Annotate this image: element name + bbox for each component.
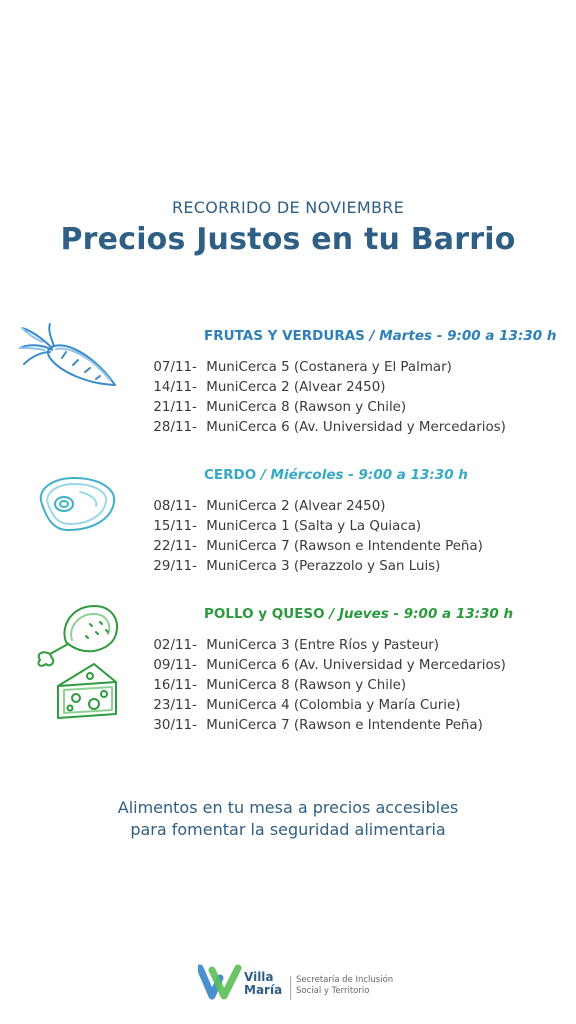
section-category: CERDO bbox=[204, 467, 257, 483]
list-item: 08/11- MuniCerca 2 (Alvear 2450) bbox=[146, 497, 483, 517]
row-place: MuniCerca 3 (Entre Ríos y Pasteur) bbox=[206, 638, 440, 653]
row-date: 14/11 bbox=[153, 380, 192, 395]
section-header-cerdo bbox=[204, 467, 468, 483]
section-schedule: / Miércoles - 9:00 a 13:30 h bbox=[260, 467, 468, 483]
row-place: MuniCerca 8 (Rawson y Chile) bbox=[206, 678, 407, 693]
list-item: 23/11- MuniCerca 4 (Colombia y María Curie) bbox=[146, 696, 506, 716]
row-place: MuniCerca 4 (Colombia y María Curie) bbox=[206, 698, 461, 713]
list-item: 21/11- MuniCerca 8 (Rawson y Chile) bbox=[146, 398, 506, 418]
row-date: 29/11 bbox=[153, 559, 192, 574]
row-date: 22/11 bbox=[153, 539, 192, 554]
section-schedule: / Martes - 9:00 a 13:30 h bbox=[369, 328, 557, 344]
list-item: 29/11- MuniCerca 3 (Perazzolo y San Luis) bbox=[146, 557, 483, 577]
list-item: 09/11- MuniCerca 6 (Av. Universidad y Mercedarios) bbox=[146, 656, 506, 676]
brand-line-2: María bbox=[244, 983, 283, 997]
row-place: MuniCerca 2 (Alvear 2450) bbox=[206, 380, 386, 395]
page-title: Precios Justos en tu Barrio bbox=[60, 222, 516, 257]
section-header-pollo bbox=[204, 606, 513, 622]
row-place: MuniCerca 6 (Av. Universidad y Mercedarios) bbox=[206, 658, 506, 673]
row-place: MuniCerca 3 (Perazzolo y San Luis) bbox=[206, 559, 441, 574]
schedule-list-pollo bbox=[146, 636, 506, 736]
row-date: 02/11 bbox=[153, 638, 192, 653]
row-date: 23/11 bbox=[153, 698, 192, 713]
row-date: 30/11 bbox=[153, 718, 192, 733]
schedule-list-cerdo bbox=[146, 497, 483, 577]
carrot-icon bbox=[18, 322, 120, 394]
section-category: FRUTAS Y VERDURAS bbox=[204, 328, 365, 344]
list-item: 02/11- MuniCerca 3 (Entre Ríos y Pasteur) bbox=[146, 636, 506, 656]
row-place: MuniCerca 7 (Rawson e Intendente Peña) bbox=[206, 539, 483, 554]
row-place: MuniCerca 1 (Salta y La Quiaca) bbox=[206, 519, 422, 534]
footer-divider bbox=[290, 976, 291, 1000]
row-date: 28/11 bbox=[153, 420, 192, 435]
brand-line-1: Villa bbox=[244, 970, 274, 984]
page-subtitle: RECORRIDO DE NOVIEMBRE bbox=[171, 198, 405, 217]
dept-line-1: Secretaría de Inclusión bbox=[296, 975, 394, 985]
list-item: 22/11- MuniCerca 7 (Rawson e Intendente Peña) bbox=[146, 537, 483, 557]
row-date: 16/11 bbox=[153, 678, 192, 693]
cheese-icon bbox=[54, 660, 120, 722]
section-category: POLLO y QUESO bbox=[204, 606, 325, 622]
row-date: 09/11 bbox=[153, 658, 192, 673]
tagline-line-2: para fomentar la seguridad alimentaria bbox=[130, 820, 446, 839]
tagline-line-1: Alimentos en tu mesa a precios accesibles bbox=[117, 798, 459, 817]
row-place: MuniCerca 7 (Rawson e Intendente Peña) bbox=[206, 718, 483, 733]
schedule-list-frutas bbox=[146, 358, 506, 438]
row-place: MuniCerca 8 (Rawson y Chile) bbox=[206, 400, 407, 415]
list-item: 16/11- MuniCerca 8 (Rawson y Chile) bbox=[146, 676, 506, 696]
row-date: 07/11 bbox=[153, 360, 192, 375]
row-place: MuniCerca 2 (Alvear 2450) bbox=[206, 499, 386, 514]
steak-icon bbox=[32, 474, 120, 534]
list-item: 14/11- MuniCerca 2 (Alvear 2450) bbox=[146, 378, 506, 398]
section-schedule: / Jueves - 9:00 a 13:30 h bbox=[329, 606, 514, 622]
row-place: MuniCerca 6 (Av. Universidad y Mercedarios) bbox=[206, 420, 506, 435]
department-name bbox=[296, 975, 393, 997]
dept-line-2: Social y Territorio bbox=[296, 986, 370, 996]
row-date: 21/11 bbox=[153, 400, 192, 415]
list-item: 30/11- MuniCerca 7 (Rawson e Intendente Peña) bbox=[146, 716, 506, 736]
villa-maria-logo-icon bbox=[198, 962, 242, 1002]
row-place: MuniCerca 5 (Costanera y El Palmar) bbox=[206, 360, 452, 375]
list-item: 28/11- MuniCerca 6 (Av. Universidad y Mercedarios) bbox=[146, 418, 506, 438]
list-item: 07/11- MuniCerca 5 (Costanera y El Palmar) bbox=[146, 358, 506, 378]
section-header-frutas bbox=[204, 328, 556, 344]
chicken-leg-icon bbox=[32, 602, 122, 668]
row-date: 08/11 bbox=[153, 499, 192, 514]
row-date: 15/11 bbox=[153, 519, 192, 534]
brand-name bbox=[244, 971, 282, 997]
list-item: 15/11- MuniCerca 1 (Salta y La Quiaca) bbox=[146, 517, 483, 537]
tagline bbox=[0, 797, 576, 841]
